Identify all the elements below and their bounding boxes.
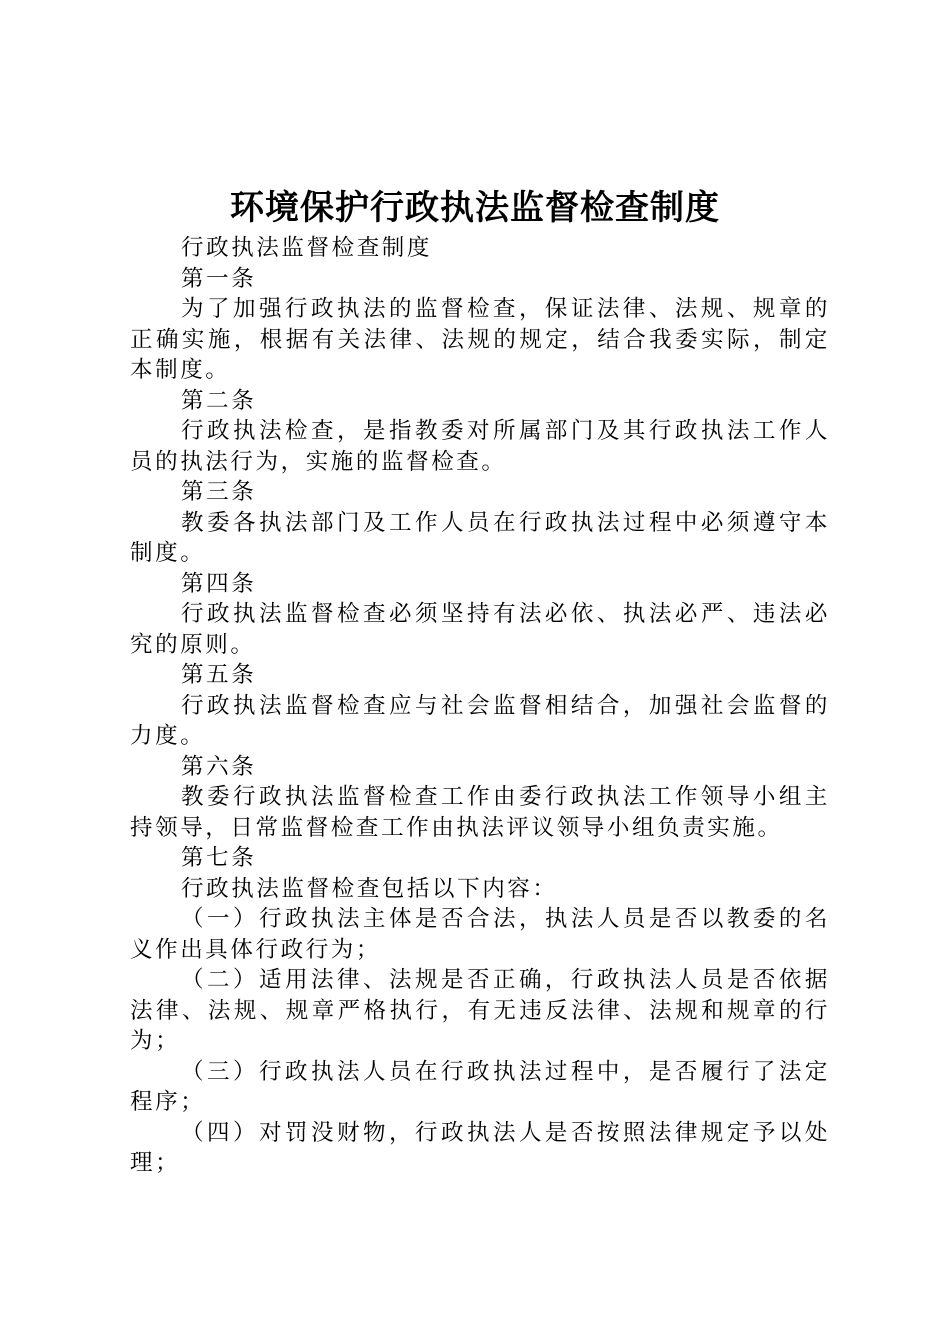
list-item: （三）行政执法人员在行政执法过程中，是否履行了法定程序； bbox=[130, 1058, 830, 1115]
article-paragraph: 教委行政执法监督检查工作由委行政执法工作领导小组主持领导，日常监督检查工作由执法评议领导小组负责实施。 bbox=[130, 784, 830, 841]
article-paragraph: 为了加强行政执法的监督检查，保证法律、法规、规章的正确实施，根据有关法律、法规的规定，结合我委实际，制定本制度。 bbox=[130, 296, 830, 383]
document-body bbox=[130, 233, 830, 1179]
article-heading: 第三条 bbox=[181, 479, 257, 505]
subtitle-paragraph: 行政执法监督检查制度 bbox=[181, 235, 433, 261]
list-item: （四）对罚没财物，行政执法人是否按照法律规定予以处理； bbox=[130, 1119, 830, 1176]
list-item: （二）适用法律、法规是否正确，行政执法人员是否依据法律、法规、规章严格执行，有无违反法律、法规和规章的行为； bbox=[130, 967, 830, 1054]
document-title: 环境保护行政执法监督检查制度 bbox=[230, 188, 720, 228]
article-paragraph: 教委各执法部门及工作人员在行政执法过程中必须遵守本制度。 bbox=[130, 509, 830, 566]
article-paragraph: 行政执法检查，是指教委对所属部门及其行政执法工作人员的执法行为，实施的监督检查。 bbox=[130, 418, 830, 475]
article-heading: 第二条 bbox=[181, 387, 257, 414]
article-heading: 第七条 bbox=[181, 845, 257, 871]
article-heading: 第四条 bbox=[181, 570, 257, 597]
article-paragraph: 行政执法监督检查应与社会监督相结合，加强社会监督的力度。 bbox=[130, 692, 830, 749]
article-paragraph: 行政执法监督检查必须坚持有法必依、执法必严、违法必究的原则。 bbox=[130, 601, 830, 658]
article-heading: 第六条 bbox=[181, 753, 257, 780]
list-item: （一）行政执法主体是否合法，执法人员是否以教委的名义作出具体行政行为； bbox=[130, 906, 830, 963]
article-heading: 第一条 bbox=[181, 265, 257, 292]
article-paragraph: 行政执法监督检查包括以下内容： bbox=[181, 875, 558, 902]
article-heading: 第五条 bbox=[181, 662, 257, 688]
